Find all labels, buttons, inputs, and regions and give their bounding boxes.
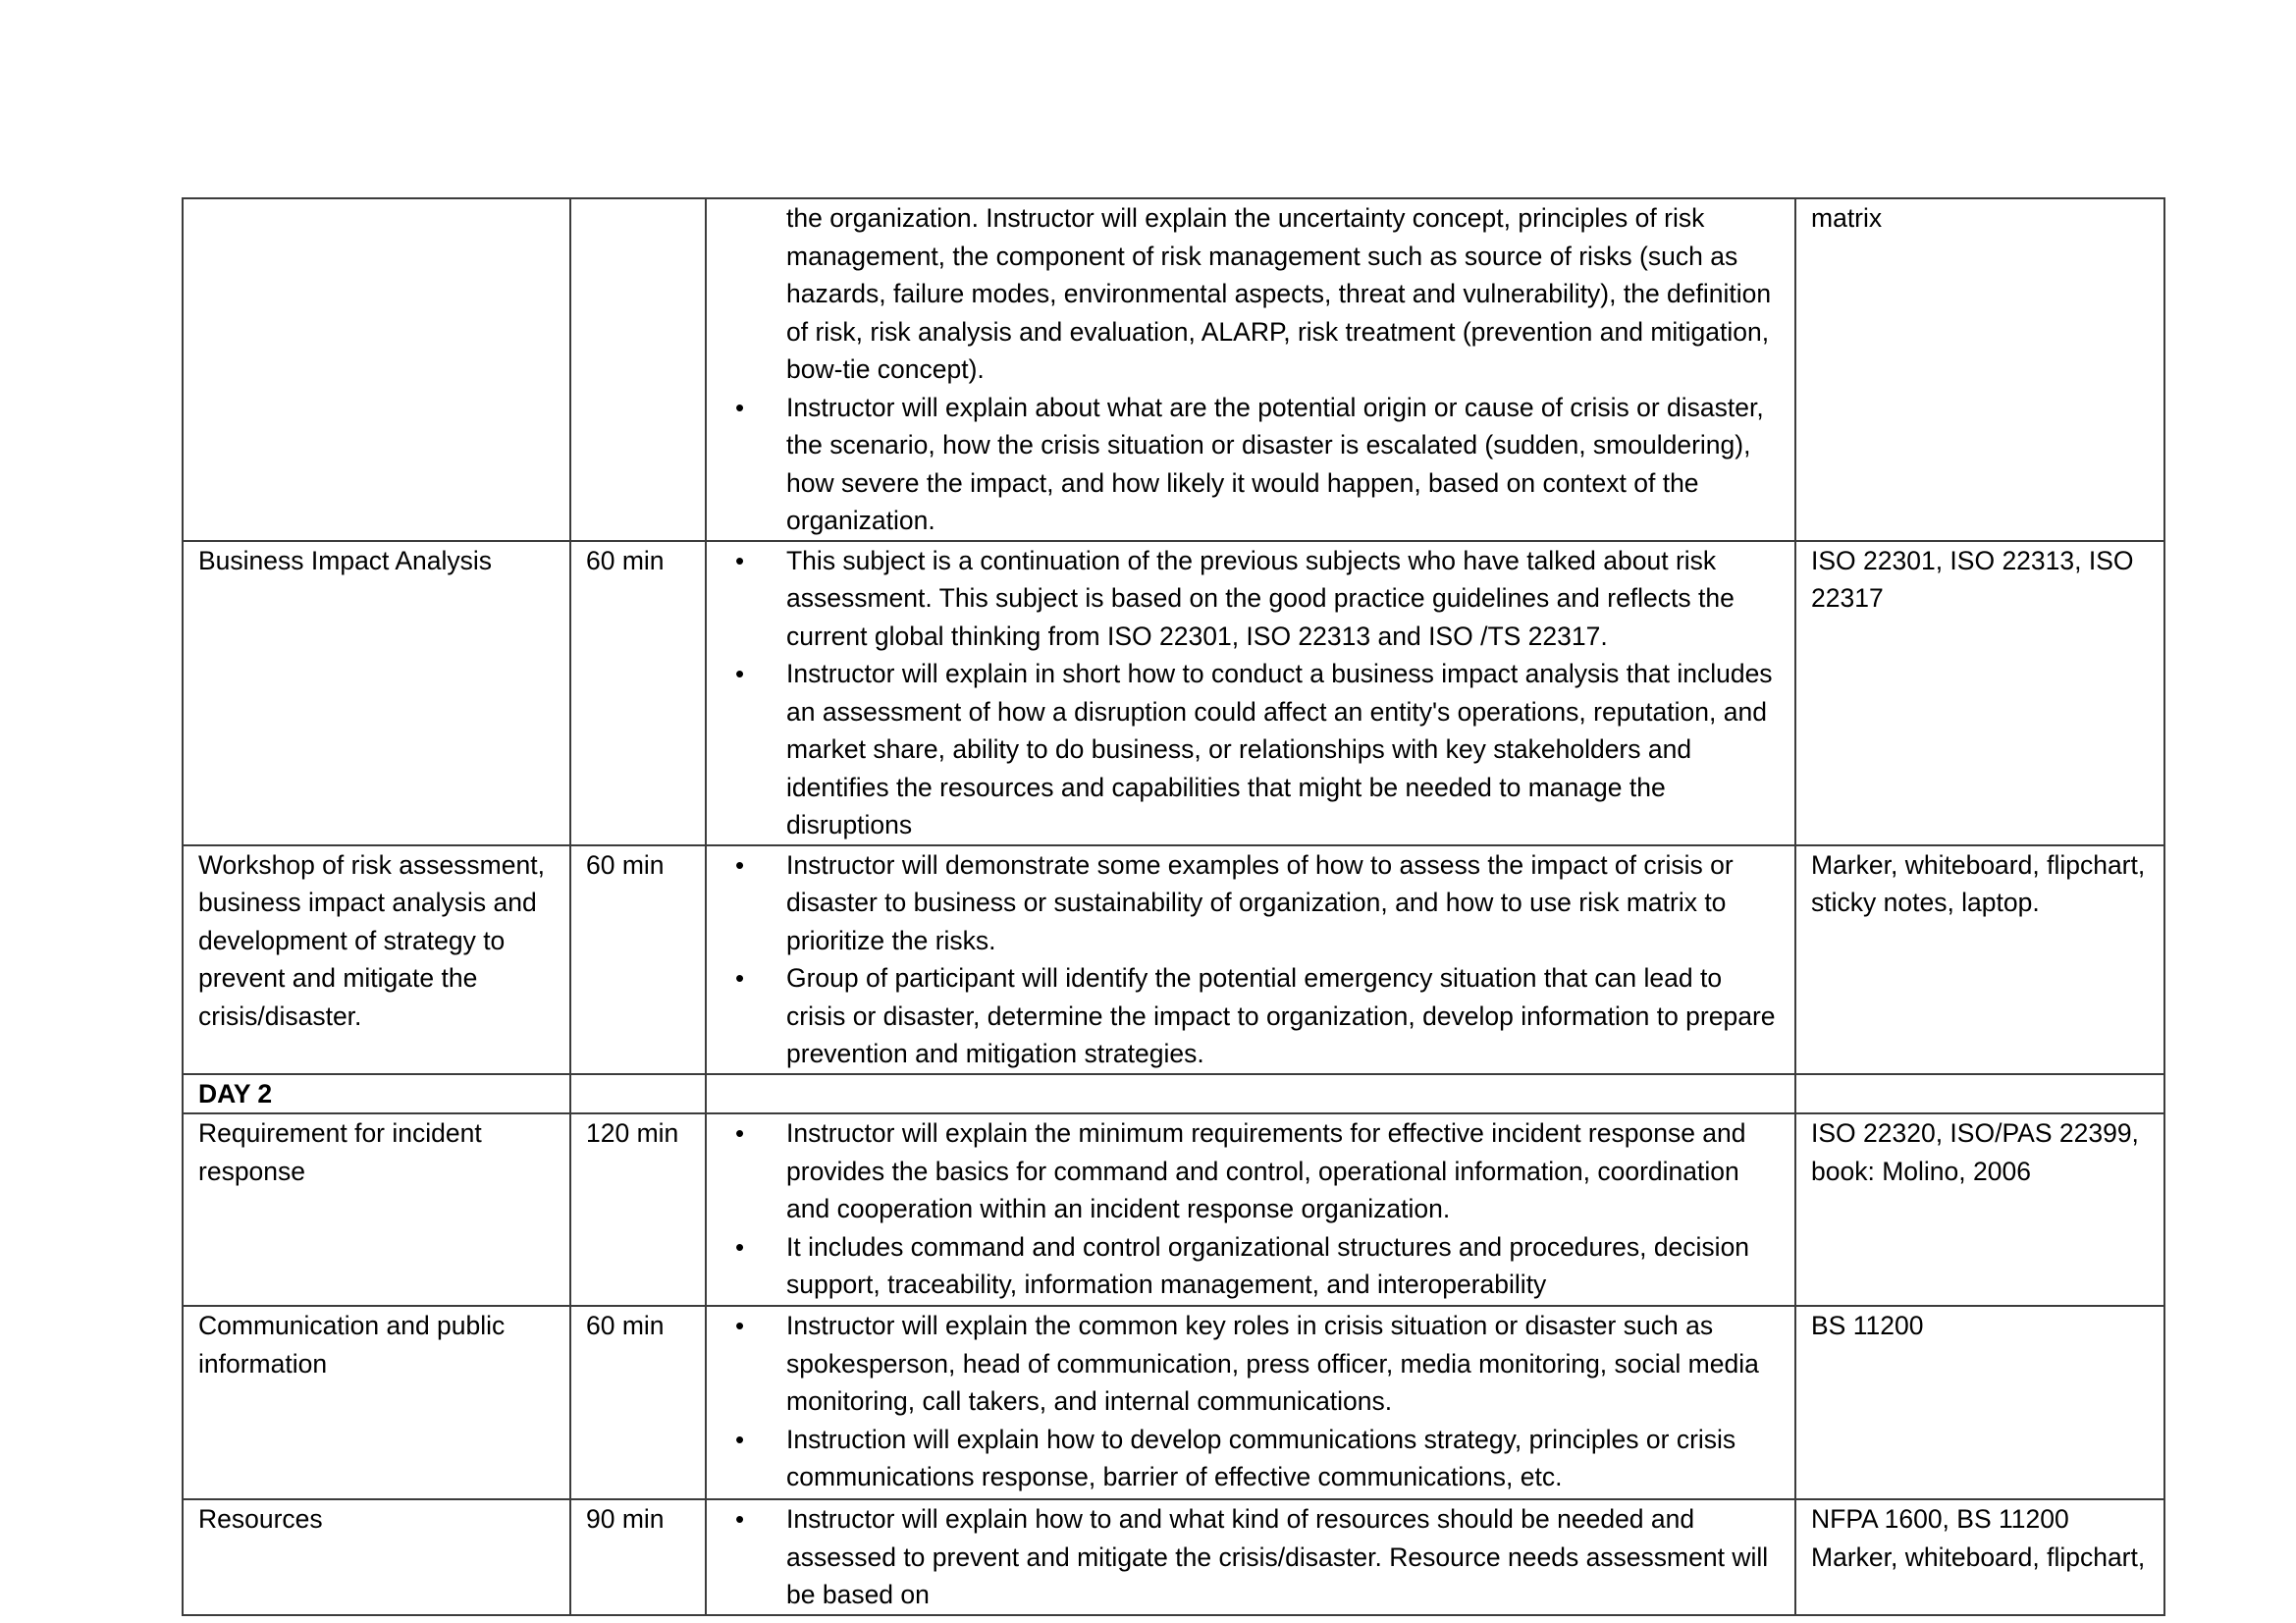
bullet-item: • This subject is a continuation of the previous subjects who have talked about risk assessment. This subject is based on the good practice guidelines and reflects the current global thinking from ISO 22301, ISO 22313 and ISO /TS 22317. (721, 542, 1781, 656)
duration-cell (570, 1074, 706, 1114)
topic-cell: Business Impact Analysis (183, 541, 570, 845)
day-label: DAY 2 (183, 1074, 570, 1114)
description-cell (706, 1074, 1795, 1114)
duration-cell: 60 min (570, 845, 706, 1074)
reference-line: NFPA 1600, BS 11200 (1811, 1504, 2069, 1534)
table-row (183, 198, 2164, 541)
table-row (183, 845, 2164, 1074)
day-row (183, 1074, 2164, 1114)
table-row (183, 1113, 2164, 1306)
reference-cell: ISO 22320, ISO/PAS 22399, book: Molino, 2006 (1795, 1113, 2164, 1306)
bullet-item: • Group of participant will identify the potential emergency situation that can lead to crisis or disaster, determine the impact to organization, develop information to prepare prevention and mitigation strategies. (721, 959, 1781, 1073)
table-row (183, 1499, 2164, 1615)
table-row (183, 1306, 2164, 1499)
duration-cell: 60 min (570, 1306, 706, 1499)
duration-cell (570, 198, 706, 541)
reference-cell (1795, 1499, 2164, 1615)
duration-cell: 90 min (570, 1499, 706, 1615)
bullet-item: • Instructor will demonstrate some examples of how to assess the impact of crisis or disaster to business or sustainability of organization, and how to use risk matrix to prioritize the risks. (721, 846, 1781, 960)
topic-cell: Workshop of risk assessment, business impact analysis and development of strategy to prevent and mitigate the crisis/disaster. (183, 845, 570, 1074)
description-cell (706, 1113, 1795, 1306)
bullet-item: • Instructor will explain about what are the potential origin or cause of crisis or disaster, the scenario, how the crisis situation or disaster is escalated (sudden, smouldering), how severe the impact, and how likely it would happen, based on context of the organization. (721, 389, 1781, 540)
bullet-item: • Instructor will explain in short how to conduct a business impact analysis that includes an assessment of how a disruption could affect an entity's operations, reputation, and market share, ability to do business, or relationships with key stakeholders and identifies the resources and capabilities that might be needed to manage the disruptions (721, 655, 1781, 844)
description-cell (706, 541, 1795, 845)
reference-cell: BS 11200 (1795, 1306, 2164, 1499)
continuation-text: the organization. Instructor will explain the uncertainty concept, principles of risk management, the component of risk management such as source of risks (such as hazards, failure modes, environmental aspects, threat and vulnerability), the definition of risk, risk analysis and evaluation, ALARP, risk treatment (prevention and mitigation, bow-tie concept). (786, 203, 1772, 384)
duration-cell: 60 min (570, 541, 706, 845)
bullet-item: • It includes command and control organizational structures and procedures, decision support, traceability, information management, and interoperability (721, 1228, 1781, 1304)
topic-cell: Communication and public information (183, 1306, 570, 1499)
bullet-item: • Instructor will explain how to and what kind of resources should be needed and assessed to prevent and mitigate the crisis/disaster. Resource needs assessment will be based on (721, 1500, 1781, 1614)
topic-cell (183, 198, 570, 541)
duration-cell: 120 min (570, 1113, 706, 1306)
bullet-item: • Instructor will explain the common key roles in crisis situation or disaster such as spokesperson, head of communication, press officer, media monitoring, social media monitoring, call takers, and internal communications. (721, 1307, 1781, 1421)
bullet-item: • Instructor will explain the minimum requirements for effective incident response and provides the basics for command and control, operational information, coordination and cooperation within an incident response organization. (721, 1114, 1781, 1228)
reference-cell: Marker, whiteboard, flipchart, sticky notes, laptop. (1795, 845, 2164, 1074)
training-schedule-table (182, 197, 2165, 1616)
topic-cell: Resources (183, 1499, 570, 1615)
reference-line: Marker, whiteboard, flipchart, (1811, 1542, 2146, 1572)
description-cell (706, 845, 1795, 1074)
reference-cell (1795, 1074, 2164, 1114)
description-cell (706, 198, 1795, 541)
reference-cell: matrix (1795, 198, 2164, 541)
description-cell (706, 1306, 1795, 1499)
reference-cell: ISO 22301, ISO 22313, ISO 22317 (1795, 541, 2164, 845)
bullet-item: • Instruction will explain how to develop communications strategy, principles or crisis communications response, barrier of effective communications, etc. (721, 1421, 1781, 1496)
topic-cell: Requirement for incident response (183, 1113, 570, 1306)
table-row (183, 541, 2164, 845)
description-cell (706, 1499, 1795, 1615)
